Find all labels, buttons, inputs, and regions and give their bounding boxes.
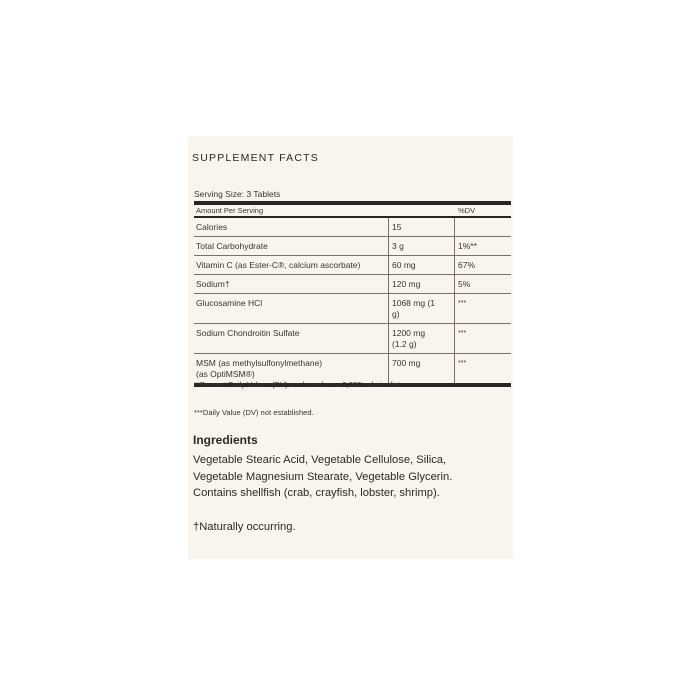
nutrient-amount-line: 60 mg [392, 260, 416, 270]
nutrient-amount-line: 15 [392, 222, 402, 232]
nutrient-name [194, 275, 389, 293]
nutrient-name-line: Glucosamine HCl [196, 298, 263, 308]
nutrient-dv: 1%** [458, 241, 477, 251]
nutrient-amount [389, 256, 455, 274]
panel-title: SUPPLEMENT FACTS [192, 152, 319, 164]
naturally-occurring-note: †Naturally occurring. [193, 521, 296, 533]
nutrient-amount-line: (1.2 g) [392, 339, 417, 349]
table-header [194, 205, 511, 216]
nutrient-dv: *** [458, 360, 467, 367]
nutrient-name-line: Total Carbohydrate [196, 241, 268, 251]
table-row [194, 218, 511, 237]
ingredients-line: Contains shellfish (crab, crayfish, lobster, shrimp). [193, 487, 440, 499]
nutrient-name [194, 237, 389, 255]
nutrient-rows [194, 218, 511, 383]
nutrient-name [194, 218, 389, 236]
footnote-dv-not-established: ***Daily Value (DV) not established. [194, 408, 314, 417]
facts-table [194, 188, 511, 387]
nutrient-amount [389, 324, 455, 353]
ingredients-text [193, 452, 511, 502]
nutrient-amount-line: 1200 mg [392, 328, 426, 338]
nutrient-name-line: (as OptiMSM®) [196, 369, 255, 379]
nutrient-name-line: Vitamin C (as Ester-C®, calcium ascorbate) [196, 260, 361, 270]
nutrient-name-line: Sodium† [196, 279, 230, 289]
ingredients-line: Vegetable Magnesium Stearate, Vegetable Glycerin. [193, 470, 453, 483]
nutrient-amount-line: 3 g [392, 241, 404, 251]
nutrient-name-line: Sodium Chondroitin Sulfate [196, 328, 300, 338]
nutrient-amount-line: 1068 mg (1 [392, 298, 435, 308]
nutrient-amount [389, 218, 455, 236]
nutrient-dv [455, 218, 511, 236]
table-row [194, 275, 511, 294]
supplement-facts-panel [188, 136, 513, 559]
nutrient-dv: *** [458, 300, 467, 307]
nutrient-amount-line: 700 mg [392, 358, 421, 368]
nutrient-name-line: MSM (as methylsulfonylmethane) [196, 358, 323, 368]
nutrient-amount [389, 237, 455, 255]
dv-header: %DV [458, 206, 476, 215]
nutrient-name [194, 294, 389, 323]
nutrient-name-line: Calories [196, 222, 228, 232]
nutrient-amount [389, 294, 455, 323]
footnote-percent-dv: **Percent Daily Values (DV) are based on a 2,000 calorie diet. [194, 380, 403, 389]
nutrient-dv: 5% [458, 279, 471, 289]
nutrient-amount-line: g) [392, 309, 400, 319]
nutrient-dv: *** [458, 330, 467, 337]
nutrient-dv: 67% [458, 260, 476, 270]
amount-header-spacer [389, 205, 455, 216]
table-row [194, 324, 511, 354]
nutrient-amount-line: 120 mg [392, 279, 421, 289]
nutrient-name [194, 256, 389, 274]
nutrient-name [194, 324, 389, 353]
nutrient-amount [389, 354, 455, 383]
table-row [194, 354, 511, 383]
ingredients-line: Vegetable Stearic Acid, Vegetable Cellulose, Silica, [193, 454, 447, 466]
nutrient-amount [389, 275, 455, 293]
nutrient-name [194, 354, 389, 383]
table-row [194, 237, 511, 256]
serving-size: Serving Size: 3 Tablets [194, 189, 281, 199]
amount-per-serving-header: Amount Per Serving [196, 206, 264, 215]
table-row [194, 256, 511, 275]
table-row [194, 294, 511, 324]
ingredients-heading: Ingredients [193, 433, 258, 447]
